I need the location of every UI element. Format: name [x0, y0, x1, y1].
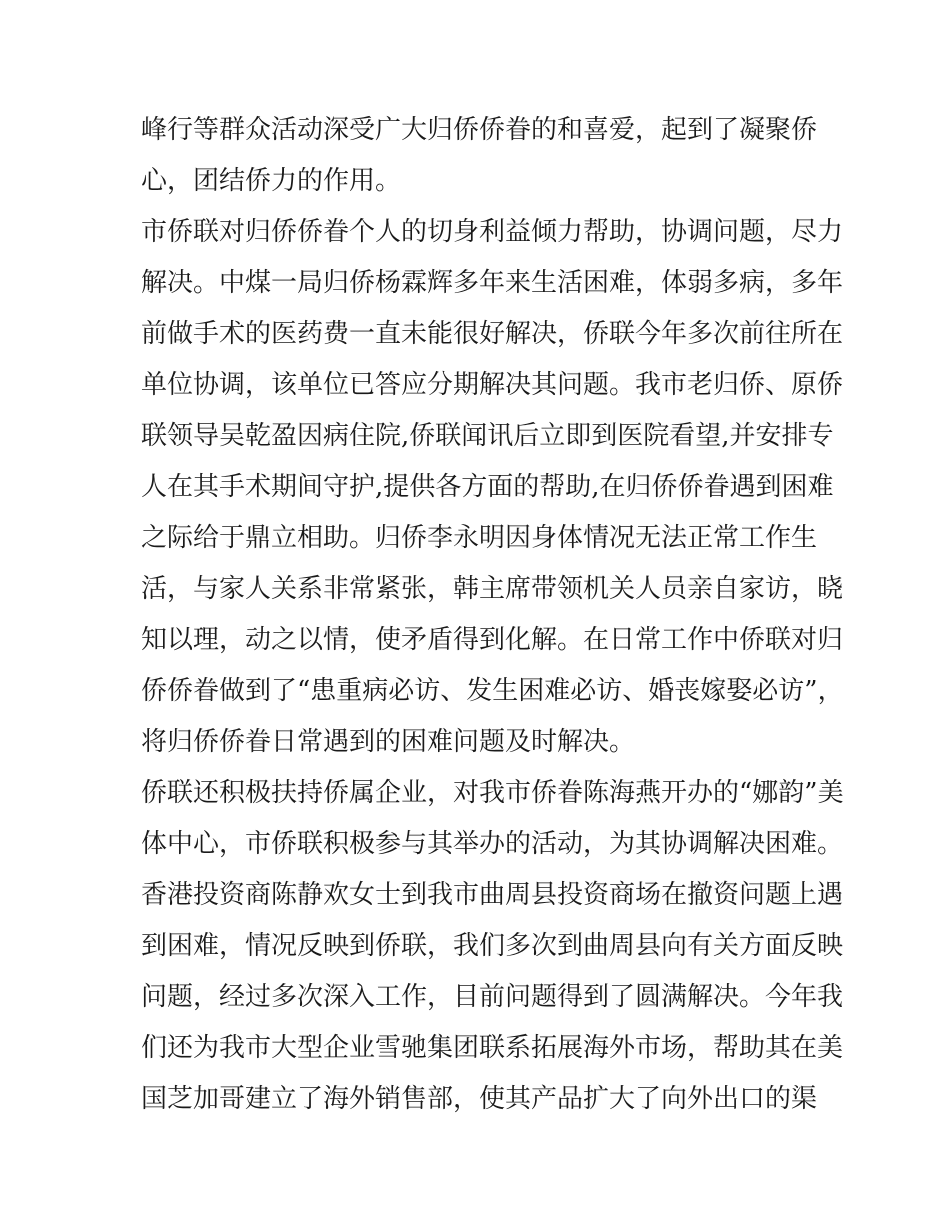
text-line: 心，团结侨力的作用。: [141, 166, 402, 196]
text-line: 前做手术的医药费一直未能很好解决，侨联今年多次前往所在: [141, 319, 844, 349]
text-line: 之际给于鼎立相助。归侨李永明因身体情况无法正常工作生: [141, 523, 818, 553]
text-line: 市侨联对归侨侨眷个人的切身利益倾力帮助，协调问题，尽力: [141, 217, 844, 247]
text-line: 知以理，动之以情，使矛盾得到化解。在日常工作中侨联对归: [141, 625, 844, 655]
text-line: 活，与家人关系非常紧张，韩主席带领机关人员亲自家访，晓: [141, 574, 844, 604]
text-line: 们还为我市大型企业雪驰集团联系拓展海外市场，帮助其在美: [141, 1033, 844, 1063]
text-line: 侨联还积极扶持侨属企业，对我市侨眷陈海燕开办的“娜韵”美: [141, 778, 844, 808]
text-line: 国芝加哥建立了海外销售部，使其产品扩大了向外出口的渠: [141, 1084, 818, 1114]
text-line: 到困难，情况反映到侨联，我们多次到曲周县向有关方面反映: [141, 931, 844, 961]
text-line: 人在其手术期间守护,提供各方面的帮助,在归侨侨眷遇到困难: [141, 472, 834, 502]
text-line: 单位协调，该单位已答应分期解决其问题。我市老归侨、原侨: [141, 370, 844, 400]
text-line: 侨侨眷做到了“患重病必访、发生困难必访、婚丧嫁娶必访”，: [141, 676, 844, 706]
text-line: 联领导吴乾盈因病住院,侨联闻讯后立即到医院看望,并安排专: [141, 421, 834, 451]
text-line: 峰行等群众活动深受广大归侨侨眷的和喜爱，起到了凝聚侨: [141, 115, 818, 145]
text-line: 将归侨侨眷日常遇到的困难问题及时解决。: [141, 727, 636, 757]
text-line: 香港投资商陈静欢女士到我市曲周县投资商场在撤资问题上遇: [141, 880, 844, 910]
text-line: 体中心，市侨联积极参与其举办的活动，为其协调解决困难。: [141, 829, 844, 859]
body-text: [141, 105, 844, 1125]
text-line: 解决。中煤一局归侨杨霖辉多年来生活困难，体弱多病，多年: [141, 268, 844, 298]
text-line: 问题，经过多次深入工作，目前问题得到了圆满解决。今年我: [141, 982, 844, 1012]
